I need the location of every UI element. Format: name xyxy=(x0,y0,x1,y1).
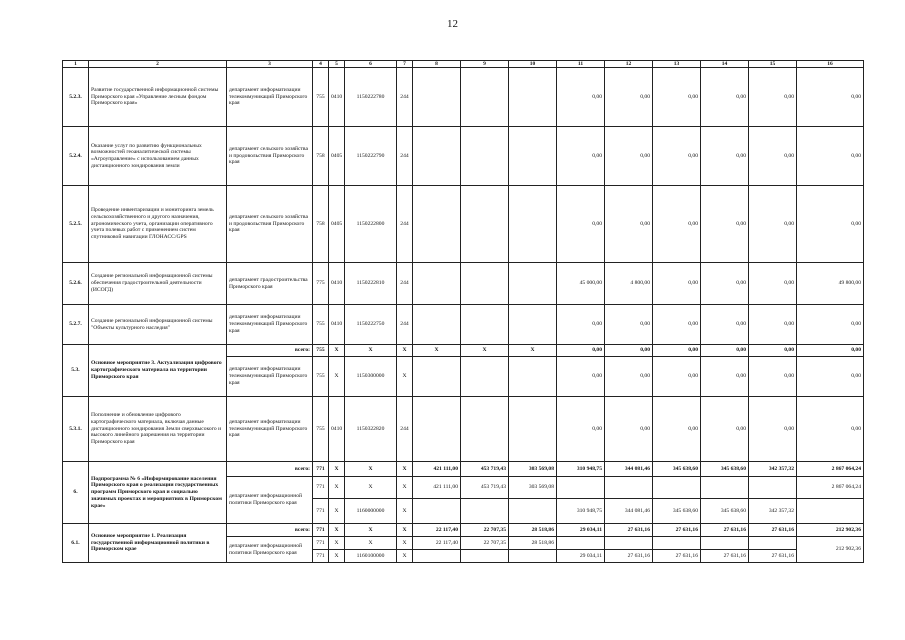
value-cell: 0,00 xyxy=(797,357,864,397)
value-cell xyxy=(509,397,557,462)
value-cell: X xyxy=(413,345,461,357)
table-row xyxy=(63,305,864,345)
target-code: X xyxy=(345,477,397,499)
value-cell: 310 948,75 xyxy=(557,499,605,524)
header-cell: 4 xyxy=(313,61,329,68)
value-cell: 0,00 xyxy=(653,397,701,462)
value-cell: 0,00 xyxy=(797,68,864,127)
value-cell: 0,00 xyxy=(557,127,605,186)
row-number: 5.2.5. xyxy=(63,186,89,263)
section-code: X xyxy=(329,462,345,477)
value-cell: 303 569,08 xyxy=(509,462,557,477)
target-code: 1150322820 xyxy=(345,397,397,462)
section-code: X xyxy=(329,477,345,499)
row-executor: департамент сельского хозяйства и продовольствия Приморского края xyxy=(227,186,313,263)
value-cell xyxy=(509,499,557,524)
value-cell: 0,00 xyxy=(653,357,701,397)
value-cell: 212 902,36 xyxy=(797,537,864,563)
total-label: всего: xyxy=(227,345,313,357)
value-cell xyxy=(653,477,701,499)
expense-code: 244 xyxy=(397,127,413,186)
row-executor: департамент информатизации телекоммуникаций Приморского края xyxy=(227,68,313,127)
header-cell: 13 xyxy=(653,61,701,68)
value-cell: 27 631,16 xyxy=(701,550,749,563)
table-row xyxy=(63,397,864,462)
expense-code: X xyxy=(397,345,413,357)
section-code: X xyxy=(329,550,345,563)
target-code: 1150222810 xyxy=(345,263,397,305)
value-cell: 0,00 xyxy=(653,305,701,345)
value-cell: 27 631,16 xyxy=(749,550,797,563)
value-cell: 0,00 xyxy=(605,305,653,345)
value-cell: 303 569,08 xyxy=(509,477,557,499)
value-cell: 0,00 xyxy=(701,263,749,305)
grbs-code: 771 xyxy=(313,462,329,477)
grbs-code: 755 xyxy=(313,68,329,127)
value-cell xyxy=(701,477,749,499)
grbs-code: 771 xyxy=(313,537,329,550)
header-cell: 11 xyxy=(557,61,605,68)
value-cell: 0,00 xyxy=(797,397,864,462)
value-cell xyxy=(509,127,557,186)
value-cell: 0,00 xyxy=(653,186,701,263)
value-cell: 345 638,60 xyxy=(701,462,749,477)
value-cell: 29 034,11 xyxy=(557,524,605,537)
header-cell: 7 xyxy=(397,61,413,68)
header-cell: 3 xyxy=(227,61,313,68)
value-cell: 0,00 xyxy=(749,345,797,357)
budget-table xyxy=(62,60,864,563)
expense-code: X xyxy=(397,499,413,524)
grbs-code: 755 xyxy=(313,305,329,345)
section-code: 0410 xyxy=(329,68,345,127)
value-cell: 27 631,16 xyxy=(605,524,653,537)
row-number: 5.2.4. xyxy=(63,127,89,186)
value-cell xyxy=(461,397,509,462)
value-cell: 28 518,86 xyxy=(509,524,557,537)
expense-code: 244 xyxy=(397,263,413,305)
table-row xyxy=(63,127,864,186)
value-cell: X xyxy=(461,345,509,357)
value-cell: 0,00 xyxy=(557,305,605,345)
section-code: X xyxy=(329,357,345,397)
expense-code: X xyxy=(397,537,413,550)
value-cell: 345 638,60 xyxy=(701,499,749,524)
section-code: 0405 xyxy=(329,127,345,186)
grbs-code: 755 xyxy=(313,345,329,357)
value-cell: 342 357,32 xyxy=(749,499,797,524)
value-cell: X xyxy=(509,345,557,357)
value-cell: 345 638,60 xyxy=(653,462,701,477)
value-cell xyxy=(509,186,557,263)
target-code: 1160000000 xyxy=(345,499,397,524)
value-cell: 345 638,60 xyxy=(653,499,701,524)
value-cell xyxy=(413,263,461,305)
value-cell: 0,00 xyxy=(701,357,749,397)
header-cell: 9 xyxy=(461,61,509,68)
value-cell xyxy=(461,263,509,305)
section-code: X xyxy=(329,345,345,357)
grbs-code: 758 xyxy=(313,186,329,263)
row-name: Оказание услуг по развитию функциональных возможностей геоаналитической системы «Агроуправление» с использованием данных дистанционного зондирования земли xyxy=(89,127,227,186)
value-cell xyxy=(605,477,653,499)
value-cell xyxy=(413,186,461,263)
grbs-code: 755 xyxy=(313,397,329,462)
value-cell: 0,00 xyxy=(701,186,749,263)
header-cell: 6 xyxy=(345,61,397,68)
expense-code: 244 xyxy=(397,186,413,263)
value-cell xyxy=(701,537,749,550)
expense-code: 244 xyxy=(397,305,413,345)
value-cell: 0,00 xyxy=(605,345,653,357)
value-cell xyxy=(413,550,461,563)
row-number: 5.2.7. xyxy=(63,305,89,345)
target-code: X xyxy=(345,537,397,550)
value-cell: 27 631,16 xyxy=(605,550,653,563)
value-cell xyxy=(413,499,461,524)
row-name: Пополнение и обновление цифрового картографического материала, включая данные дистанционного зондирования Земли сверхвысокого и высокого линейного разрешения на территории Приморского края xyxy=(89,397,227,462)
row-executor: департамент информатизации телекоммуникаций Приморского края xyxy=(227,305,313,345)
target-code: X xyxy=(345,524,397,537)
header-row xyxy=(63,61,864,68)
expense-code: 244 xyxy=(397,68,413,127)
value-cell xyxy=(509,550,557,563)
row-executor: департамент информатизации телекоммуникаций Приморского края xyxy=(227,357,313,397)
value-cell: 310 948,75 xyxy=(557,462,605,477)
value-cell: 0,00 xyxy=(749,127,797,186)
header-cell: 10 xyxy=(509,61,557,68)
target-code: 1150300000 xyxy=(345,357,397,397)
value-cell: 0,00 xyxy=(605,127,653,186)
value-cell: 22 117,40 xyxy=(413,524,461,537)
row-name: Создание региональной информационной системы обеспечения градостроительной деятельности (ИСОГД) xyxy=(89,263,227,305)
value-cell: 0,00 xyxy=(605,68,653,127)
expense-code: X xyxy=(397,550,413,563)
value-cell xyxy=(557,537,605,550)
value-cell xyxy=(797,499,864,524)
value-cell xyxy=(509,263,557,305)
value-cell: 0,00 xyxy=(557,397,605,462)
value-cell: 0,00 xyxy=(749,397,797,462)
value-cell: 0,00 xyxy=(557,345,605,357)
section-code: 0410 xyxy=(329,263,345,305)
grbs-code: 771 xyxy=(313,477,329,499)
section-code: X xyxy=(329,524,345,537)
value-cell: 0,00 xyxy=(749,305,797,345)
row-number: 5.2.3. xyxy=(63,68,89,127)
header-cell: 12 xyxy=(605,61,653,68)
header-cell: 2 xyxy=(89,61,227,68)
table-row xyxy=(63,462,864,477)
row-number: 5.2.6. xyxy=(63,263,89,305)
row-executor: департамент градостроительства Приморского края xyxy=(227,263,313,305)
grbs-code: 771 xyxy=(313,524,329,537)
value-cell: 22 117,40 xyxy=(413,537,461,550)
value-cell: 0,00 xyxy=(797,305,864,345)
value-cell xyxy=(413,357,461,397)
value-cell xyxy=(461,550,509,563)
value-cell xyxy=(509,305,557,345)
value-cell: 4 800,00 xyxy=(605,263,653,305)
value-cell: 2 867 064,24 xyxy=(797,462,864,477)
section-code: X xyxy=(329,537,345,550)
header-cell: 5 xyxy=(329,61,345,68)
value-cell xyxy=(413,127,461,186)
value-cell: 0,00 xyxy=(749,263,797,305)
row-name: Подпрограмма № 6 «Информирование населения Приморского края о реализации государственных программ Приморского края и социально значимых проектах и мероприятиях в Приморском крае» xyxy=(89,462,227,524)
value-cell: 453 719,43 xyxy=(461,477,509,499)
value-cell: 0,00 xyxy=(653,127,701,186)
value-cell: 22 707,35 xyxy=(461,524,509,537)
value-cell: 0,00 xyxy=(749,357,797,397)
total-label: всего: xyxy=(227,524,313,537)
value-cell: 212 902,36 xyxy=(797,524,864,537)
header-cell: 8 xyxy=(413,61,461,68)
target-code: X xyxy=(345,462,397,477)
row-executor: департамент информационной политики Приморского края xyxy=(227,537,313,563)
value-cell: 0,00 xyxy=(701,68,749,127)
expense-code: X xyxy=(397,357,413,397)
target-code: 1160100000 xyxy=(345,550,397,563)
row-name: Основное мероприятие 1. Реализация государственной информационной политики в Приморском крае xyxy=(89,524,227,563)
grbs-code: 771 xyxy=(313,499,329,524)
target-code: 1150222750 xyxy=(345,305,397,345)
value-cell: 453 719,43 xyxy=(461,462,509,477)
total-label: всего: xyxy=(227,462,313,477)
header-cell: 16 xyxy=(797,61,864,68)
row-number: 5.3. xyxy=(63,345,89,397)
value-cell: 344 081,46 xyxy=(605,499,653,524)
value-cell: 0,00 xyxy=(557,357,605,397)
header-cell: 15 xyxy=(749,61,797,68)
expense-code: X xyxy=(397,462,413,477)
value-cell xyxy=(461,305,509,345)
section-code: 0405 xyxy=(329,186,345,263)
header-cell: 14 xyxy=(701,61,749,68)
value-cell: 27 631,16 xyxy=(749,524,797,537)
value-cell: 421 111,00 xyxy=(413,462,461,477)
value-cell: 27 631,16 xyxy=(701,524,749,537)
section-code: 0410 xyxy=(329,305,345,345)
row-executor: департамент сельского хозяйства и продовольствия Приморского края xyxy=(227,127,313,186)
value-cell: 0,00 xyxy=(797,345,864,357)
row-name: Основное мероприятие 3. Актуализация цифрового картографического материала на территории Приморского края xyxy=(89,345,227,397)
value-cell: 0,00 xyxy=(701,397,749,462)
value-cell: 344 081,46 xyxy=(605,462,653,477)
table-row xyxy=(63,68,864,127)
value-cell: 0,00 xyxy=(749,186,797,263)
value-cell xyxy=(605,537,653,550)
value-cell: 2 867 064,24 xyxy=(797,477,864,499)
grbs-code: 771 xyxy=(313,550,329,563)
value-cell xyxy=(461,186,509,263)
value-cell xyxy=(413,305,461,345)
value-cell: 45 000,00 xyxy=(557,263,605,305)
section-code: 0410 xyxy=(329,397,345,462)
target-code: X xyxy=(345,345,397,357)
target-code: 1150222800 xyxy=(345,186,397,263)
table-row xyxy=(63,345,864,357)
row-name: Развитие государственной информационной системы Приморского края «Управление лесным фондом Приморского края» xyxy=(89,68,227,127)
value-cell xyxy=(413,68,461,127)
value-cell xyxy=(557,477,605,499)
value-cell xyxy=(413,397,461,462)
value-cell xyxy=(461,357,509,397)
grbs-code: 755 xyxy=(313,357,329,397)
value-cell xyxy=(509,68,557,127)
expense-code: 244 xyxy=(397,397,413,462)
value-cell xyxy=(749,537,797,550)
table-row xyxy=(63,524,864,537)
table-row xyxy=(63,263,864,305)
value-cell: 0,00 xyxy=(797,127,864,186)
value-cell: 0,00 xyxy=(557,68,605,127)
row-number: 5.3.1. xyxy=(63,397,89,462)
value-cell xyxy=(461,499,509,524)
value-cell: 28 518,86 xyxy=(509,537,557,550)
value-cell: 22 707,35 xyxy=(461,537,509,550)
value-cell: 29 034,11 xyxy=(557,550,605,563)
grbs-code: 758 xyxy=(313,127,329,186)
row-name: Проведение инвентаризации и мониторинга земель сельскохозяйственного и другого назначения, агрономического учета, организации оперативного учета полевых работ с применением систем спутниковой навигации ГЛОНАСС/GPS xyxy=(89,186,227,263)
value-cell xyxy=(461,127,509,186)
expense-code: X xyxy=(397,524,413,537)
row-number: 6. xyxy=(63,462,89,524)
row-executor: департамент информатизации телекоммуникаций Приморского края xyxy=(227,397,313,462)
value-cell: 0,00 xyxy=(749,68,797,127)
header-cell: 1 xyxy=(63,61,89,68)
expense-code: X xyxy=(397,477,413,499)
value-cell: 0,00 xyxy=(605,186,653,263)
value-cell: 0,00 xyxy=(797,186,864,263)
value-cell: 49 800,00 xyxy=(797,263,864,305)
row-name: Создание региональной информационной системы "Объекты культурного наследия" xyxy=(89,305,227,345)
value-cell: 27 631,16 xyxy=(653,524,701,537)
value-cell: 0,00 xyxy=(701,305,749,345)
row-number: 6.1. xyxy=(63,524,89,563)
value-cell xyxy=(749,477,797,499)
value-cell xyxy=(653,537,701,550)
grbs-code: 775 xyxy=(313,263,329,305)
value-cell: 0,00 xyxy=(701,127,749,186)
value-cell: 0,00 xyxy=(653,345,701,357)
value-cell: 0,00 xyxy=(557,186,605,263)
row-executor: департамент информационной политики Приморского края xyxy=(227,477,313,524)
target-code: 1150222790 xyxy=(345,127,397,186)
value-cell xyxy=(509,357,557,397)
value-cell: 0,00 xyxy=(653,68,701,127)
section-code: X xyxy=(329,499,345,524)
value-cell: 0,00 xyxy=(605,357,653,397)
value-cell: 421 111,00 xyxy=(413,477,461,499)
target-code: 1150222780 xyxy=(345,68,397,127)
value-cell xyxy=(461,68,509,127)
page-number: 12 xyxy=(447,18,458,30)
value-cell: 0,00 xyxy=(605,397,653,462)
table-row xyxy=(63,186,864,263)
value-cell: 0,00 xyxy=(701,345,749,357)
value-cell: 342 357,32 xyxy=(749,462,797,477)
value-cell: 0,00 xyxy=(653,263,701,305)
value-cell: 27 631,16 xyxy=(653,550,701,563)
